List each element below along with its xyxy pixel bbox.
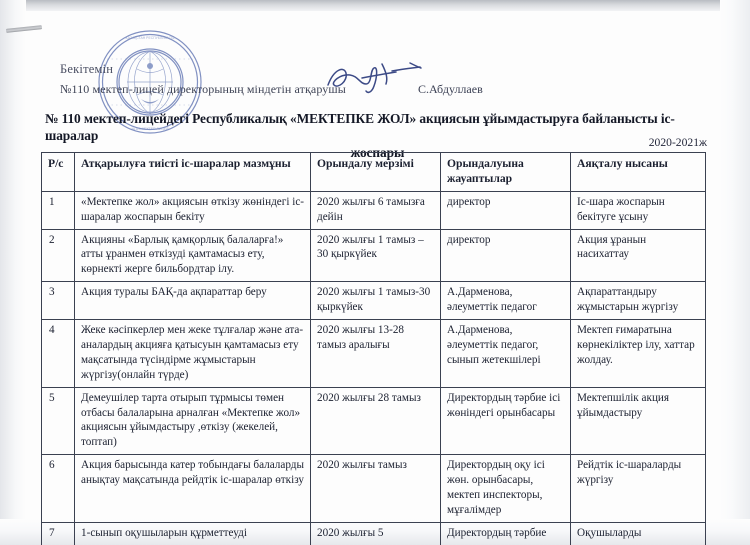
table-row (42, 229, 706, 282)
cell-event: Жеке кәсіпкерлер мен жеке тұлғалар және ата-аналардың акцияға қатысуын қамтамасыз ету мақсатында түсіндірме жұмыстарын жүргізу(онлайн түрде) (75, 320, 311, 388)
cell-number: 4 (42, 320, 75, 388)
cell-responsible: А.Дарменова, әлеуметтік педагог, сынып жетекшілері (441, 320, 571, 388)
table-row (42, 522, 706, 544)
cell-responsible: Директордың оқу ісі жөн. орынбасары, мектеп инспекторы, мұғалімдер (441, 455, 571, 523)
cell-responsible: директор (441, 191, 571, 229)
cell-number: 3 (42, 282, 75, 320)
cell-number: 7 (42, 522, 75, 544)
cell-result: Оқушыларды (571, 522, 706, 544)
cell-event: Акция барысында катер тобындағы балаларды анықтау мақсатында рейдтік іс-шаралар өткізу (75, 455, 311, 523)
cell-deadline: 2020 жылғы 28 тамыз (311, 387, 441, 455)
col-header-responsible: Орындалуына жауаптылар (441, 153, 571, 192)
cell-responsible: Директордың тәрбие ісі жөніндегі орынбасары (441, 387, 571, 455)
approval-word: Бекітемін (60, 62, 114, 76)
cell-event: Акция туралы БАҚ-да ақпараттар беру (75, 282, 311, 320)
col-header-number: Р/с (42, 153, 75, 192)
cell-responsible: Директордың тәрбие (441, 522, 571, 544)
col-header-event: Атқарылуға тиісті іс-шаралар мазмұны (75, 153, 311, 192)
cell-result: Мектеп ғимаратына көрнекіліктер ілу, хаттар жолдау. (571, 320, 706, 388)
col-header-result: Аяқталу нысаны (571, 153, 706, 192)
title-line-2: жоспары (350, 145, 405, 161)
cell-deadline: 2020 жылғы 5 (311, 522, 441, 544)
cell-event: Демеушілер тарта отырып тұрмысы төмен отбасы балаларына арналған «Мектепке жол» акциясын ұйымдастыру ,өткізу (жекелей, топтап) (75, 387, 311, 455)
cell-event: «Мектепке жол» акциясын өткізу жөніндегі іс-шаралар жоспарын бекіту (75, 191, 311, 229)
cell-responsible: А.Дарменова, әлеуметтік педагог (441, 282, 571, 320)
table-row (42, 191, 706, 229)
signer-name: С.Абдуллаев (418, 82, 483, 96)
table-row (42, 387, 706, 455)
svg-text:•№110 МЕКТЕП-ЛИЦЕЙ•: •№110 МЕКТЕП-ЛИЦЕЙ• (130, 127, 170, 131)
cell-event: Акцияны «Барлық қамқорлық балаларға!» атты ұранмен өткізуді қамтамасыз ету, көрнекті жерге бильбордтар ілу. (75, 229, 311, 282)
cell-number: 1 (42, 191, 75, 229)
cell-result: Іс-шара жоспарын бекітуге ұсыну (571, 191, 706, 229)
cell-result: Акция ұранын насихаттау (571, 229, 706, 282)
cell-result: Мектепшілік акция ұйымдастыру (571, 387, 706, 455)
school-year-label: 2020-2021ж (648, 136, 707, 149)
action-plan-table (41, 152, 706, 545)
table-header-row (42, 153, 706, 192)
cell-deadline: 2020 жылғы 6 тамызға дейін (311, 191, 441, 229)
cell-event: 1-сынып оқушыларын құрметтеуді (75, 522, 311, 544)
table-row (42, 455, 706, 523)
cell-number: 6 (42, 455, 75, 523)
cell-number: 2 (42, 229, 75, 282)
cell-responsible: директор (441, 229, 571, 282)
cell-number: 5 (42, 387, 75, 455)
table-row (42, 320, 706, 388)
title-line-1: № 110 мектеп-лицейдегі Республикалық «МЕКТЕПКЕ ЖОЛ» акциясын ұйымдастыруға байланысты іс-шаралар (45, 111, 675, 144)
cell-deadline: 2020 жылғы 13-28 тамыз аралығы (311, 320, 441, 388)
scan-edge-top (0, 0, 750, 11)
scan-edge-left (0, 0, 26, 545)
scan-edge-right (720, 0, 750, 545)
col-header-deadline: Орындалу мерзімі (311, 153, 441, 192)
cell-deadline: 2020 жылғы тамыз (311, 455, 441, 523)
cell-result: Рейдтік іс-шараларды жүргізу (571, 455, 706, 523)
cell-deadline: 2020 жылғы 1 тамыз – 30 қыркүйек (311, 229, 441, 282)
approver-title-line: №110 мектеп-лицей директорының міндетін атқарушы (60, 82, 346, 96)
cell-result: Ақпараттандыру жұмыстарын жүргізу (571, 282, 706, 320)
table-row (42, 282, 706, 320)
cell-deadline: 2020 жылғы 1 тамыз-30 қыркүйек (311, 282, 441, 320)
svg-text:•ҚАЗАҚСТАН РЕСПУБЛИКАСЫ•: •ҚАЗАҚСТАН РЕСПУБЛИКАСЫ• (124, 36, 176, 40)
